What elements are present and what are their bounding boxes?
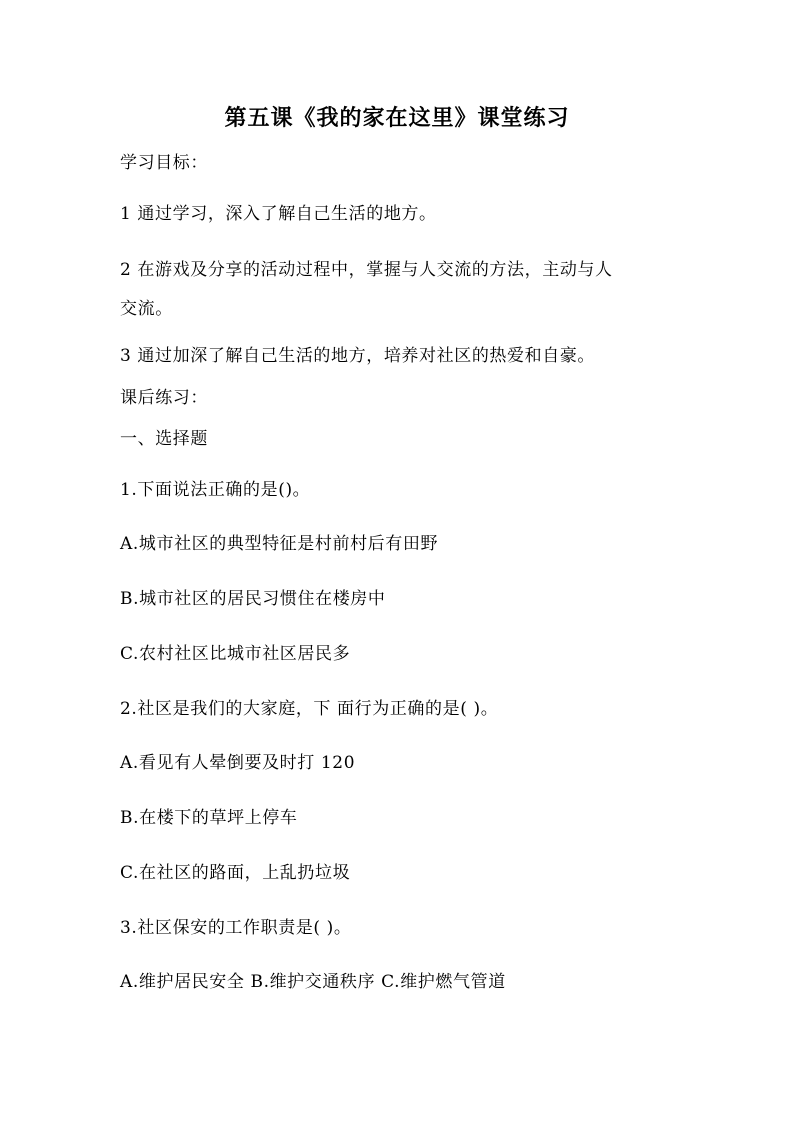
question-3-stem: 3.社区保安的工作职责是( )。 [120,918,352,938]
objective-2-line-1: 2 在游戏及分享的活动过程中，掌握与人交流的方法，主动与人 [120,260,613,280]
question-1-stem: 1.下面说法正确的是()。 [120,480,311,500]
exercise-heading: 课后练习： [120,388,208,408]
document-title: 第五课《我的家在这里》课堂练习 [224,105,570,131]
question-3-options: A.维护居民安全 B.维护交通秩序 C.维护燃气管道 [120,972,506,992]
question-2-option-a: A.看见有人晕倒要及时打 120 [120,753,356,773]
question-2-stem: 2.社区是我们的大家庭，下 面行为正确的是( )。 [120,699,499,719]
objective-1: 1 通过学习，深入了解自己生活的地方。 [120,204,437,224]
objective-3: 3 通过加深了解自己生活的地方，培养对社区的热爱和自豪。 [120,346,596,366]
question-1-option-b: B.城市社区的居民习惯住在楼房中 [120,589,386,609]
question-1-option-c: C.农村社区比城市社区居民多 [120,644,351,664]
question-2-option-b: B.在楼下的草坪上停车 [120,808,298,828]
section-1-heading: 一、选择题 [120,429,208,449]
objectives-heading: 学习目标： [120,153,208,173]
question-2-option-c: C.在社区的路面，上乱扔垃圾 [120,863,351,883]
objective-2-line-2: 交流。 [120,299,173,319]
question-1-option-a: A.城市社区的典型特征是村前村后有田野 [120,534,439,554]
